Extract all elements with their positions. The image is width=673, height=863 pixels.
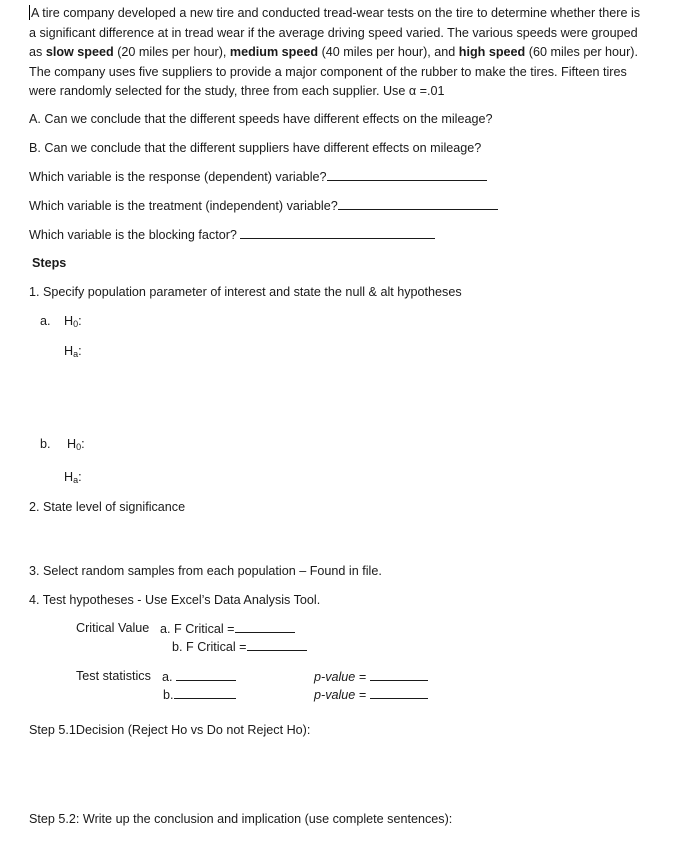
f-critical-a: a. F Critical =: [160, 620, 295, 638]
step1-a-label: a.: [40, 314, 51, 328]
null-hypothesis-b: $H_0$:: [67, 437, 85, 452]
high-speed-label: high speed: [458, 45, 526, 60]
step5-1-title: Step 5.1Decision (Reject Ho vs Do not Reject Ho):: [29, 723, 311, 737]
slow-speed-label: slow speed: [45, 45, 114, 60]
test-statistics-label: Test statistics: [76, 669, 151, 683]
step1-b-label: b.: [40, 437, 51, 451]
step2-title: 2. State level of significance: [29, 500, 186, 514]
p-value-a-blank[interactable]: [370, 668, 428, 681]
test-statistic-a: a.: [162, 668, 236, 686]
alt-hypothesis-b: $H_a$:: [64, 470, 82, 485]
p-value-b-blank[interactable]: [370, 686, 428, 699]
f-critical-a-blank[interactable]: [235, 620, 295, 633]
p-value-a: p-value =: [314, 668, 428, 686]
steps-heading: Steps: [32, 256, 67, 270]
treatment-variable-question: Which variable is the treatment (independent) variable?: [29, 197, 498, 215]
critical-value-label: Critical Value: [76, 621, 150, 635]
step3-title: 3. Select random samples from each population – Found in file.: [29, 564, 382, 578]
treatment-answer-blank[interactable]: [338, 197, 498, 210]
text-cursor: [29, 5, 30, 20]
test-statistic-a-blank[interactable]: [176, 668, 236, 681]
medium-speed-label: medium speed: [229, 45, 319, 60]
alt-hypothesis-a: $H_a$:: [64, 344, 82, 359]
response-variable-question: Which variable is the response (dependent) variable?: [29, 168, 487, 186]
test-statistic-b-blank[interactable]: [174, 686, 236, 699]
question-b: B. Can we conclude that the different suppliers have different effects on mileage?: [29, 141, 482, 155]
p-value-b: p-value =: [314, 686, 428, 704]
test-statistic-b: b.: [163, 686, 236, 704]
step5-2-title: Step 5.2: Write up the conclusion and implication (use complete sentences):: [29, 812, 453, 826]
f-critical-b-blank[interactable]: [247, 638, 307, 651]
step1-title: 1. Specify population parameter of interest and state the null & alt hypotheses: [29, 285, 462, 299]
question-a: A. Can we conclude that the different speeds have different effects on the mileage?: [29, 112, 493, 126]
f-critical-b: b. F Critical =: [172, 638, 307, 656]
response-answer-blank[interactable]: [327, 168, 487, 181]
blocking-answer-blank[interactable]: [240, 226, 435, 239]
blocking-factor-question: Which variable is the blocking factor?: [29, 226, 435, 244]
null-hypothesis-a: $H_0$:: [64, 314, 82, 329]
problem-statement: A tire company developed a new tire and conducted tread-wear tests on the tire to determine whether there is a significant difference at in tread wear if the average driving speed varied. The various speeds were grouped as slow speed (20 miles per hour), medium speed (40 miles per hour), and high speed (60 miles per hour). The company uses five suppliers to provide a major component of the rubber to make the tires. Fifteen tires were randomly selected for the study, three from each supplier. Use α =.01: [29, 6, 641, 99]
step4-title: 4. Test hypotheses - Use Excel’s Data Analysis Tool.: [29, 593, 321, 607]
